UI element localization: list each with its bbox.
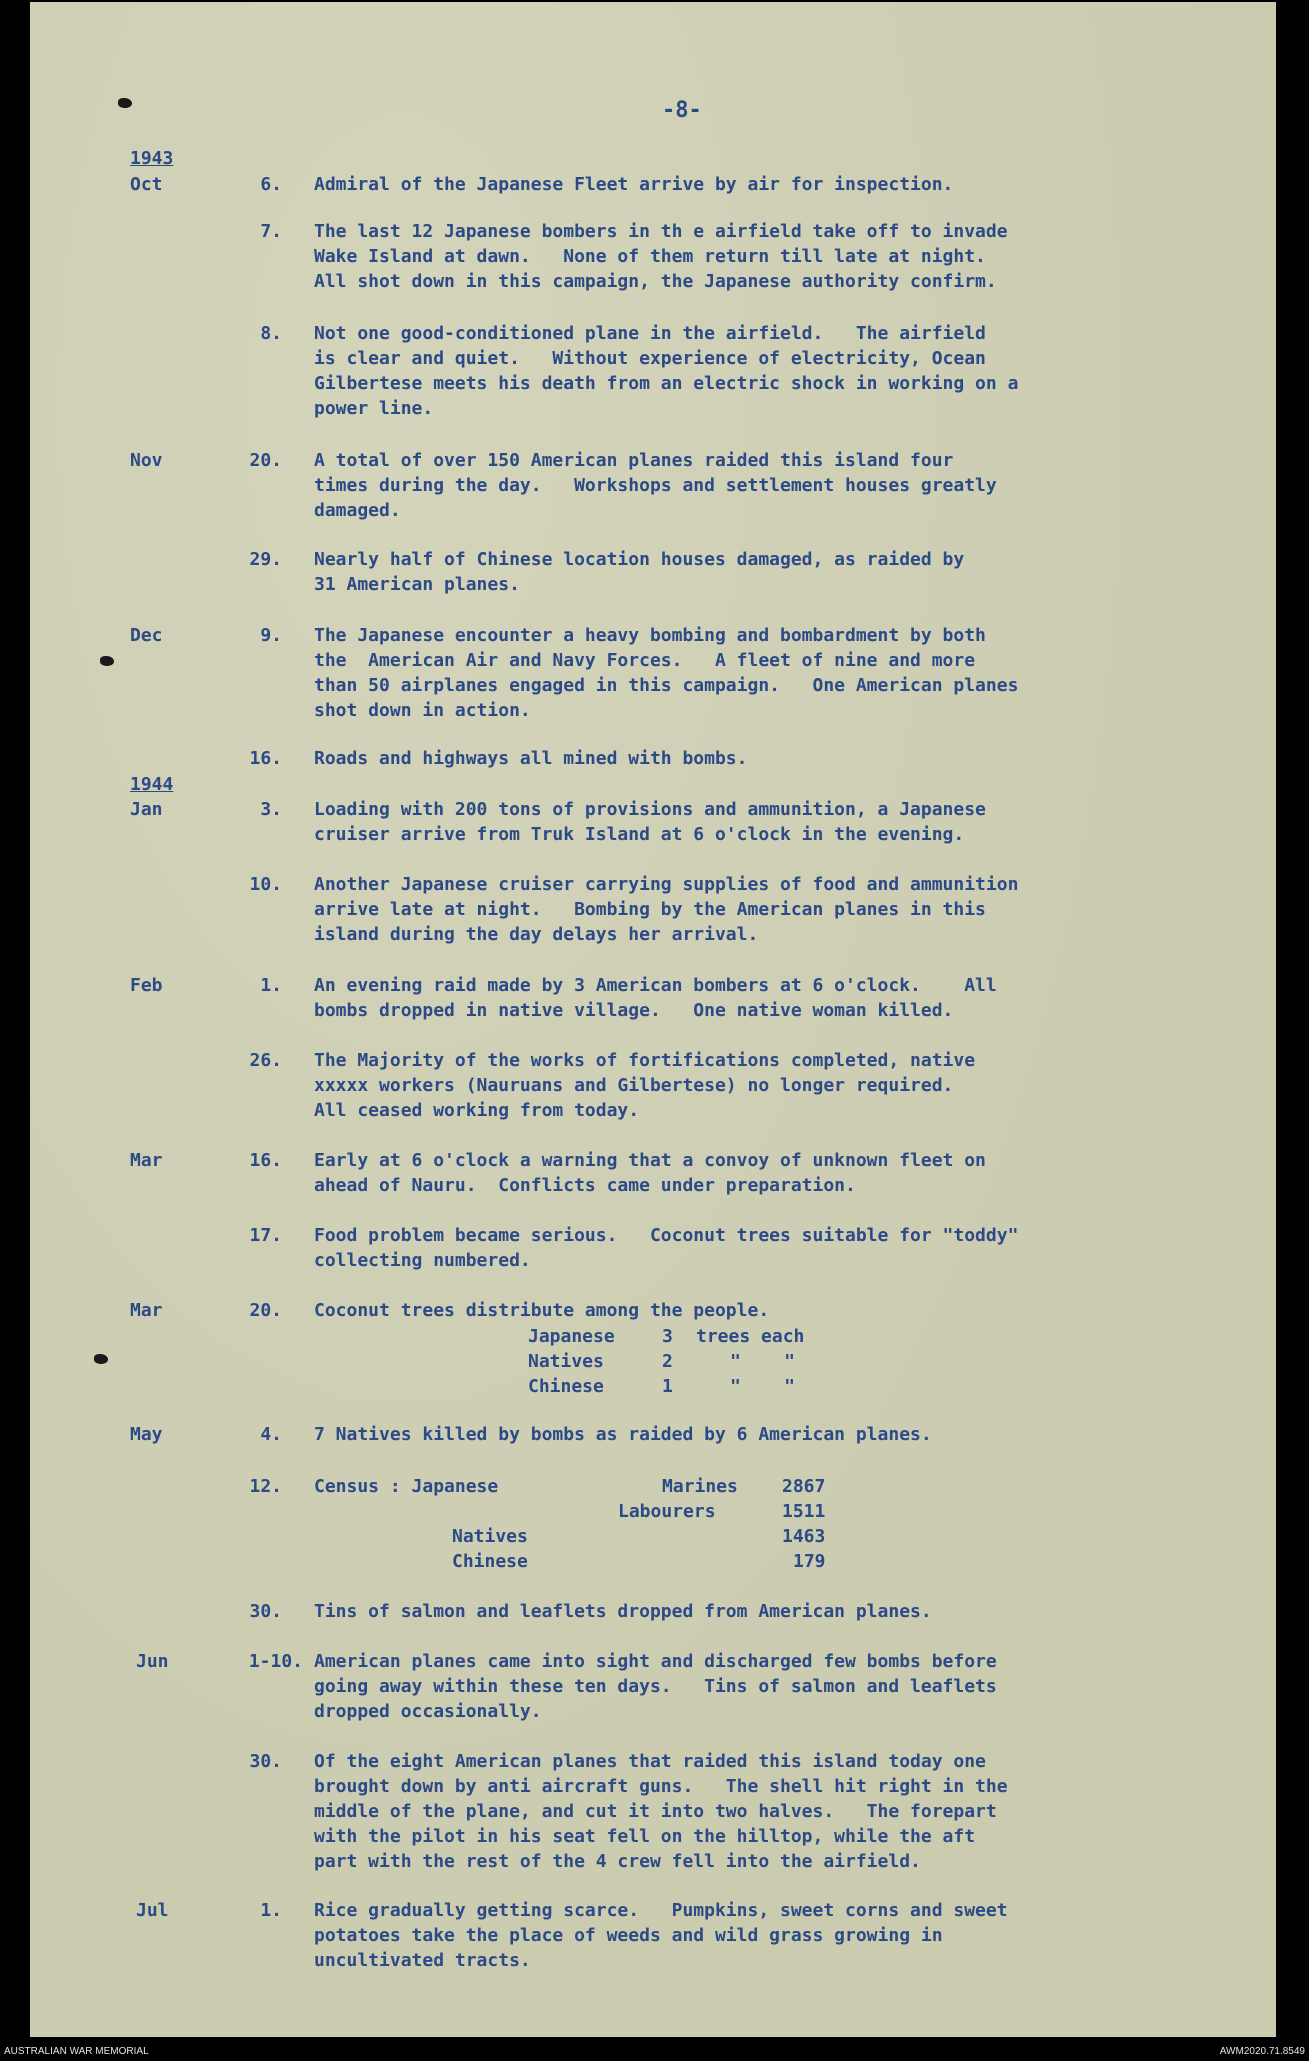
entry-text: 7 Natives killed by bombs as raided by 6 American planes.: [314, 1424, 932, 1445]
entry-text: Nearly half of Chinese location houses damaged, as raided by 31 American planes.: [314, 549, 965, 595]
day-label: 4.: [260, 1424, 282, 1445]
table-cell: Marines: [662, 1476, 738, 1497]
page-number: -8-: [662, 98, 702, 123]
day-label: 3.: [260, 799, 282, 820]
day-label: 6.: [260, 174, 282, 195]
table-cell: Labourers: [618, 1501, 716, 1522]
month-label: Mar: [130, 1300, 163, 1321]
footer-institution: AUSTRALIAN WAR MEMORIAL: [4, 2046, 149, 2057]
entry-text: An evening raid made by 3 American bombers at 6 o'clock. All bombs dropped in native village. One native woman killed.: [314, 975, 997, 1021]
table-cell: 3: [662, 1326, 673, 1347]
day-label: 26.: [249, 1050, 282, 1071]
table-row: Japanese: [528, 1326, 615, 1347]
table-cell: 2867: [782, 1476, 826, 1497]
entry-text: Census : Japanese: [314, 1476, 499, 1497]
entry-text: Early at 6 o'clock a warning that a convoy of unknown fleet on ahead of Nauru. Conflicts came under preparation.: [314, 1150, 986, 1196]
entry-text: American planes came into sight and discharged few bombs before going away within these ten days. Tins of salmon and leaflets dropped occasionally.: [314, 1651, 997, 1722]
year-label: 1943: [130, 148, 174, 169]
year-label: 1944: [130, 774, 174, 795]
table-row: Chinese: [528, 1376, 604, 1397]
table-row: Natives: [528, 1351, 604, 1372]
month-label: Oct: [130, 174, 163, 195]
ink-blot: [100, 656, 114, 666]
day-label: 7.: [260, 221, 282, 242]
table-cell: 1463: [782, 1526, 826, 1547]
table-cell: Natives: [452, 1526, 528, 1547]
table-cell: 1: [662, 1376, 673, 1397]
day-label: 17.: [249, 1225, 282, 1246]
day-label: 8.: [260, 323, 282, 344]
archive-footer: [0, 2041, 1309, 2061]
table-cell: Chinese: [452, 1551, 528, 1572]
day-label: 20.: [249, 1300, 282, 1321]
entry-text: Loading with 200 tons of provisions and ammunition, a Japanese cruiser arrive from Truk Island at 6 o'clock in the evening.: [314, 799, 986, 845]
month-label: Jul: [136, 1900, 169, 1921]
entry-text: The Japanese encounter a heavy bombing and bombardment by both the American Air and Navy Forces. A fleet of nine and more than 50 airplanes engaged in this campaign. One American planes shot down in action.: [314, 625, 1019, 721]
month-label: Jun: [136, 1651, 169, 1672]
table-cell: " ": [730, 1351, 796, 1372]
entry-text: Not one good-conditioned plane in the airfield. The airfield is clear and quiet. Without experience of electricity, Ocean Gilbertese meets his death from an electric shock in working on a power line.: [314, 323, 1019, 419]
month-label: Dec: [130, 625, 163, 646]
day-label: 30.: [249, 1601, 282, 1622]
entry-text: Roads and highways all mined with bombs.: [314, 748, 748, 769]
footer-catalogue-id: AWM2020.71.8549: [1219, 2046, 1305, 2057]
day-label: 12.: [249, 1476, 282, 1497]
day-label: 29.: [249, 549, 282, 570]
day-label: 30.: [249, 1751, 282, 1772]
entry-text: The Majority of the works of fortifications completed, native xxxxx workers (Nauruans and Gilbertese) no longer required. All ceased working from today.: [314, 1050, 976, 1121]
entry-text: Food problem became serious. Coconut trees suitable for "toddy" collecting numbered.: [314, 1225, 1019, 1271]
table-cell: " ": [730, 1376, 796, 1397]
month-label: Feb: [130, 975, 163, 996]
table-cell: 2: [662, 1351, 673, 1372]
day-label: 1.: [260, 1900, 282, 1921]
day-label: 9.: [260, 625, 282, 646]
entry-text: Coconut trees distribute among the people.: [314, 1300, 770, 1321]
entry-text: The last 12 Japanese bombers in th e airfield take off to invade Wake Island at dawn. None of them return till late at night. All shot down in this campaign, the Japanese authority confirm.: [314, 221, 1008, 292]
day-label: 16.: [249, 1150, 282, 1171]
month-label: Nov: [130, 450, 163, 471]
entry-text: Another Japanese cruiser carrying supplies of food and ammunition arrive late at night. Bombing by the American planes in this island during the day delays her arrival.: [314, 874, 1019, 945]
month-label: Mar: [130, 1150, 163, 1171]
day-label: 16.: [249, 748, 282, 769]
ink-blot: [94, 1354, 108, 1364]
table-cell: 1511: [782, 1501, 826, 1522]
day-label: 10.: [249, 874, 282, 895]
entry-text: Admiral of the Japanese Fleet arrive by air for inspection.: [314, 174, 954, 195]
ink-blot: [118, 98, 132, 108]
entry-text: Tins of salmon and leaflets dropped from American planes.: [314, 1601, 932, 1622]
document-page: [30, 2, 1276, 2037]
entry-text: Of the eight American planes that raided this island today one brought down by anti aircraft guns. The shell hit right in the middle of the plane, and cut it into two halves. The forepart with the pilot in his seat fell on the hilltop, while the aft part with the rest of the 4 crew fell into the airfield.: [314, 1751, 1008, 1872]
entry-text: Rice gradually getting scarce. Pumpkins, sweet corns and sweet potatoes take the place of weeds and wild grass growing in uncultivated tracts.: [314, 1900, 1008, 1971]
month-label: May: [130, 1424, 163, 1445]
day-label: 1.: [260, 975, 282, 996]
day-label: 20.: [249, 450, 282, 471]
entry-text: A total of over 150 American planes raided this island four times during the day. Workshops and settlement houses greatly damaged.: [314, 450, 997, 521]
month-label: Jan: [130, 799, 163, 820]
table-cell: 179: [793, 1551, 826, 1572]
table-cell: trees each: [696, 1326, 805, 1347]
day-label: 1-10.: [248, 1651, 303, 1672]
